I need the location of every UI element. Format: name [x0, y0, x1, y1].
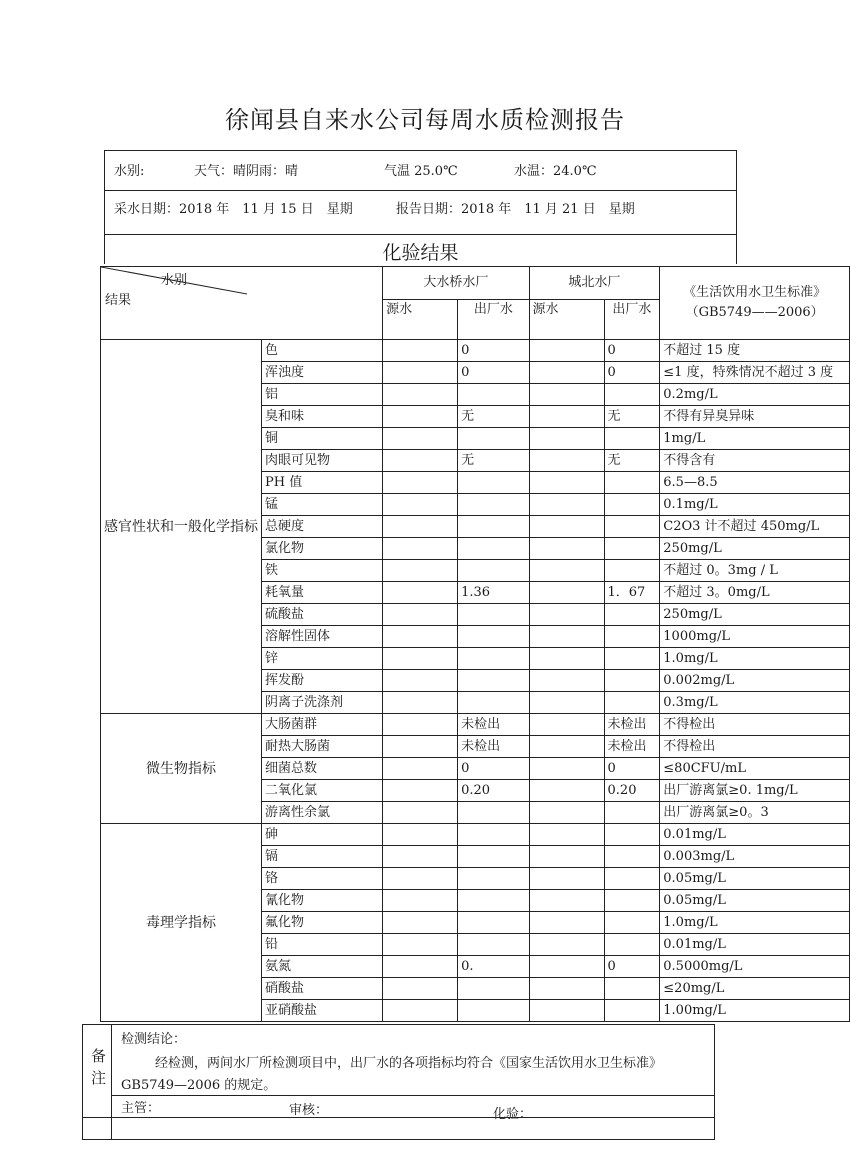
plant1-header: 大水桥水厂: [383, 267, 529, 300]
header-divider: [104, 190, 737, 191]
plant1-outlet-value: 1.36: [458, 582, 529, 604]
plant1-source-value: [383, 516, 458, 538]
plant1-source-value: [383, 912, 458, 934]
conclusion-label: 检测结论：: [121, 1032, 187, 1047]
standard-limit: 1.0mg/L: [660, 648, 850, 670]
table-row: [101, 714, 850, 736]
item-name: 耐热大肠菌: [262, 736, 383, 758]
plant2-outlet-value: 0: [604, 340, 660, 362]
plant1-source-value: [383, 890, 458, 912]
standard-limit: 0.003mg/L: [660, 846, 850, 868]
plant1-source-header: 源水: [383, 300, 458, 340]
plant1-source-value: [383, 736, 458, 758]
conclusion-text: 经检测，两间水厂所检测项目中，出厂水的各项指标均符合《国家生活饮用水卫生标准》: [155, 1056, 663, 1071]
standard-limit: 1mg/L: [660, 428, 850, 450]
plant1-outlet-value: 0.: [458, 956, 529, 978]
plant1-outlet-value: [458, 648, 529, 670]
plant2-outlet-value: [604, 802, 660, 824]
plant1-source-value: [383, 934, 458, 956]
item-name: 挥发酚: [262, 670, 383, 692]
plant1-source-value: [383, 472, 458, 494]
standard-limit: 1.0mg/L: [660, 912, 850, 934]
item-name: 砷: [262, 824, 383, 846]
plant2-outlet-value: [604, 824, 660, 846]
item-name: 氰化物: [262, 890, 383, 912]
item-name: 氯化物: [262, 538, 383, 560]
item-name: 阴离子洗涤剂: [262, 692, 383, 714]
plant1-source-value: [383, 538, 458, 560]
diag-bottom-label: 结果: [105, 293, 132, 308]
standard-limit: ≤80CFU/mL: [660, 758, 850, 780]
plant1-outlet-value: [458, 824, 529, 846]
water-type-label: 水别:: [114, 164, 145, 179]
weather-text: 天气：晴阴雨：晴: [194, 164, 299, 179]
plant1-source-value: [383, 428, 458, 450]
item-name: 硝酸盐: [262, 978, 383, 1000]
plant2-outlet-value: 1．67: [604, 582, 660, 604]
standard-limit: 不超过 0。3mg / L: [660, 560, 850, 582]
plant2-source-value: [529, 648, 604, 670]
plant1-outlet-value: [458, 670, 529, 692]
plant2-source-value: [529, 934, 604, 956]
item-name: 臭和味: [262, 406, 383, 428]
standard-limit: 不得有异臭异味: [660, 406, 850, 428]
air-temperature: 气温 25.0℃: [384, 164, 458, 179]
plant1-outlet-value: 未检出: [458, 714, 529, 736]
item-name: PH 值: [262, 472, 383, 494]
plant2-source-value: [529, 384, 604, 406]
plant2-outlet-value: 无: [604, 406, 660, 428]
plant1-outlet-value: 无: [458, 406, 529, 428]
plant2-source-value: [529, 1000, 604, 1022]
plant2-outlet-value: [604, 428, 660, 450]
plant1-source-value: [383, 868, 458, 890]
plant1-source-value: [383, 802, 458, 824]
standard-limit: 0.5000mg/L: [660, 956, 850, 978]
plant1-source-value: [383, 714, 458, 736]
sampling-date: 采水日期：2018 年 11 月 15 日 星期: [114, 202, 353, 217]
plant2-outlet-value: [604, 1000, 660, 1022]
item-name: 氨氮: [262, 956, 383, 978]
plant2-outlet-value: 未检出: [604, 714, 660, 736]
plant2-outlet-value: 未检出: [604, 736, 660, 758]
standard-limit: 不得检出: [660, 714, 850, 736]
reviewer-label: 审核：: [289, 1103, 329, 1118]
standard-limit: ≤1 度，特殊情况不超过 3 度: [660, 362, 850, 384]
plant2-outlet-value: [604, 934, 660, 956]
plant2-outlet-value: [604, 978, 660, 1000]
standard-limit: 0.002mg/L: [660, 670, 850, 692]
plant1-source-value: [383, 956, 458, 978]
category-toxic: 毒理学指标: [101, 824, 262, 1022]
plant1-source-value: [383, 846, 458, 868]
plant2-source-value: [529, 560, 604, 582]
header-divider: [104, 234, 737, 235]
plant2-source-value: [529, 890, 604, 912]
item-name: 锰: [262, 494, 383, 516]
plant1-source-value: [383, 450, 458, 472]
plant2-outlet-value: [604, 890, 660, 912]
plant1-source-value: [383, 340, 458, 362]
plant2-outlet-value: [604, 472, 660, 494]
plant2-outlet-value: [604, 560, 660, 582]
plant2-outlet-value: [604, 846, 660, 868]
standard-header: [660, 267, 850, 340]
plant1-outlet-value: [458, 604, 529, 626]
conclusion-text-2: GB5749—2006 的规定。: [121, 1078, 277, 1093]
standard-limit: 0.2mg/L: [660, 384, 850, 406]
plant2-source-value: [529, 406, 604, 428]
diag-top-label: 水别: [161, 273, 188, 288]
plant2-source-value: [529, 956, 604, 978]
plant2-source-value: [529, 538, 604, 560]
plant1-outlet-value: [458, 538, 529, 560]
results-section-title: 化验结果: [382, 242, 459, 264]
plant1-outlet-value: [458, 560, 529, 582]
standard-limit: 0.05mg/L: [660, 868, 850, 890]
standard-limit: ≤20mg/L: [660, 978, 850, 1000]
report-date: 报告日期：2018 年 11 月 21 日 星期: [396, 202, 635, 217]
plant1-outlet-value: 无: [458, 450, 529, 472]
standard-limit: 不超过 15 度: [660, 340, 850, 362]
results-table: [100, 266, 850, 1022]
plant2-outlet-value: [604, 604, 660, 626]
standard-limit: 0.05mg/L: [660, 890, 850, 912]
table-row: [101, 340, 850, 362]
plant2-outlet-value: [604, 538, 660, 560]
plant2-source-value: [529, 450, 604, 472]
standard-limit: 不得检出: [660, 736, 850, 758]
plant2-source-value: [529, 736, 604, 758]
plant2-source-value: [529, 780, 604, 802]
plant2-source-value: [529, 978, 604, 1000]
item-name: 色: [262, 340, 383, 362]
standard-name: 《生活饮用水卫生标准》: [683, 285, 827, 300]
plant1-source-value: [383, 406, 458, 428]
item-name: 硫酸盐: [262, 604, 383, 626]
plant2-source-header: 源水: [529, 300, 604, 340]
plant2-source-value: [529, 868, 604, 890]
plant2-outlet-value: [604, 626, 660, 648]
standard-limit: 不超过 3。0mg/L: [660, 582, 850, 604]
item-name: 细菌总数: [262, 758, 383, 780]
plant1-outlet-value: [458, 890, 529, 912]
plant1-outlet-value: [458, 868, 529, 890]
item-name: 铝: [262, 384, 383, 406]
standard-code: （GB5749——2006）: [685, 305, 824, 320]
plant2-source-value: [529, 846, 604, 868]
plant1-outlet-value: [458, 912, 529, 934]
standard-limit: 250mg/L: [660, 538, 850, 560]
plant1-outlet-value: [458, 626, 529, 648]
plant1-outlet-value: [458, 934, 529, 956]
plant2-source-value: [529, 340, 604, 362]
standard-limit: 250mg/L: [660, 604, 850, 626]
plant1-source-value: [383, 1000, 458, 1022]
water-temperature: 水温：24.0℃: [514, 164, 597, 179]
item-name: 铁: [262, 560, 383, 582]
supervisor-label: 主管：: [121, 1101, 161, 1116]
plant1-source-value: [383, 384, 458, 406]
plant2-outlet-value: [604, 912, 660, 934]
plant1-outlet-value: [458, 428, 529, 450]
plant2-source-value: [529, 692, 604, 714]
plant2-source-value: [529, 582, 604, 604]
standard-limit: C2O3 计不超过 450mg/L: [660, 516, 850, 538]
plant2-source-value: [529, 626, 604, 648]
plant2-outlet-value: 0: [604, 362, 660, 384]
plant1-outlet-value: [458, 494, 529, 516]
plant2-source-value: [529, 912, 604, 934]
item-name: 游离性余氯: [262, 802, 383, 824]
plant1-outlet-value: 未检出: [458, 736, 529, 758]
plant2-source-value: [529, 516, 604, 538]
diagonal-header-cell: [101, 267, 383, 340]
item-name: 耗氧量: [262, 582, 383, 604]
plant1-outlet-value: [458, 692, 529, 714]
plant2-source-value: [529, 714, 604, 736]
plant2-outlet-value: 无: [604, 450, 660, 472]
item-name: 铬: [262, 868, 383, 890]
plant2-source-value: [529, 758, 604, 780]
item-name: 肉眼可见物: [262, 450, 383, 472]
item-name: 镉: [262, 846, 383, 868]
standard-limit: 不得含有: [660, 450, 850, 472]
plant1-outlet-value: [458, 846, 529, 868]
plant1-source-value: [383, 604, 458, 626]
plant1-source-value: [383, 362, 458, 384]
plant1-outlet-value: [458, 1000, 529, 1022]
item-name: 大肠菌群: [262, 714, 383, 736]
item-name: 亚硝酸盐: [262, 1000, 383, 1022]
standard-limit: 出厂游离氯≥0. 1mg/L: [660, 780, 850, 802]
plant1-source-value: [383, 670, 458, 692]
plant2-source-value: [529, 362, 604, 384]
plant2-outlet-value: [604, 494, 660, 516]
plant1-outlet-value: [458, 472, 529, 494]
plant2-source-value: [529, 604, 604, 626]
plant2-outlet-header: 出厂水: [604, 300, 660, 340]
category-micro: 微生物指标: [101, 714, 262, 824]
plant2-outlet-value: [604, 516, 660, 538]
signature-bottom-line: [83, 1117, 714, 1118]
plant2-outlet-value: [604, 692, 660, 714]
item-name: 铜: [262, 428, 383, 450]
category-sensory: 感官性状和一般化学指标: [101, 340, 262, 714]
plant1-outlet-header: 出厂水: [458, 300, 529, 340]
plant1-source-value: [383, 582, 458, 604]
table-row: [101, 824, 850, 846]
standard-limit: 0.3mg/L: [660, 692, 850, 714]
plant1-source-value: [383, 560, 458, 582]
plant2-header: 城北水厂: [529, 267, 660, 300]
item-name: 铅: [262, 934, 383, 956]
plant2-source-value: [529, 428, 604, 450]
plant1-outlet-value: 0.20: [458, 780, 529, 802]
plant1-outlet-value: [458, 516, 529, 538]
standard-limit: 0.01mg/L: [660, 824, 850, 846]
plant1-source-value: [383, 648, 458, 670]
plant1-source-value: [383, 978, 458, 1000]
item-name: 二氧化氯: [262, 780, 383, 802]
plant2-outlet-value: [604, 868, 660, 890]
signature-divider: [111, 1095, 715, 1096]
item-name: 氟化物: [262, 912, 383, 934]
plant1-source-value: [383, 758, 458, 780]
plant1-outlet-value: [458, 802, 529, 824]
plant1-source-value: [383, 626, 458, 648]
plant1-outlet-value: 0: [458, 758, 529, 780]
plant2-outlet-value: 0.20: [604, 780, 660, 802]
report-title: 徐闻县自来水公司每周水质检测报告: [225, 106, 625, 134]
standard-limit: 6.5—8.5: [660, 472, 850, 494]
plant1-source-value: [383, 692, 458, 714]
plant2-source-value: [529, 802, 604, 824]
plant1-outlet-value: 0: [458, 362, 529, 384]
plant1-outlet-value: 0: [458, 340, 529, 362]
plant2-outlet-value: [604, 648, 660, 670]
plant2-outlet-value: [604, 670, 660, 692]
plant2-source-value: [529, 824, 604, 846]
item-name: 总硬度: [262, 516, 383, 538]
standard-limit: 出厂游离氯≥0。3: [660, 802, 850, 824]
plant2-outlet-value: 0: [604, 758, 660, 780]
remarks-label: 备注: [91, 1047, 107, 1087]
plant2-outlet-value: 0: [604, 956, 660, 978]
item-name: 溶解性固体: [262, 626, 383, 648]
item-name: 浑浊度: [262, 362, 383, 384]
tester-label: 化验：: [493, 1107, 533, 1122]
plant1-outlet-value: [458, 384, 529, 406]
standard-limit: 0.1mg/L: [660, 494, 850, 516]
standard-limit: 0.01mg/L: [660, 934, 850, 956]
item-name: 锌: [262, 648, 383, 670]
plant1-source-value: [383, 824, 458, 846]
plant1-outlet-value: [458, 978, 529, 1000]
plant1-source-value: [383, 780, 458, 802]
remarks-section: [82, 1024, 715, 1140]
plant2-source-value: [529, 494, 604, 516]
plant2-outlet-value: [604, 384, 660, 406]
plant1-source-value: [383, 494, 458, 516]
standard-limit: 1.00mg/L: [660, 1000, 850, 1022]
standard-limit: 1000mg/L: [660, 626, 850, 648]
plant2-source-value: [529, 472, 604, 494]
plant2-source-value: [529, 670, 604, 692]
